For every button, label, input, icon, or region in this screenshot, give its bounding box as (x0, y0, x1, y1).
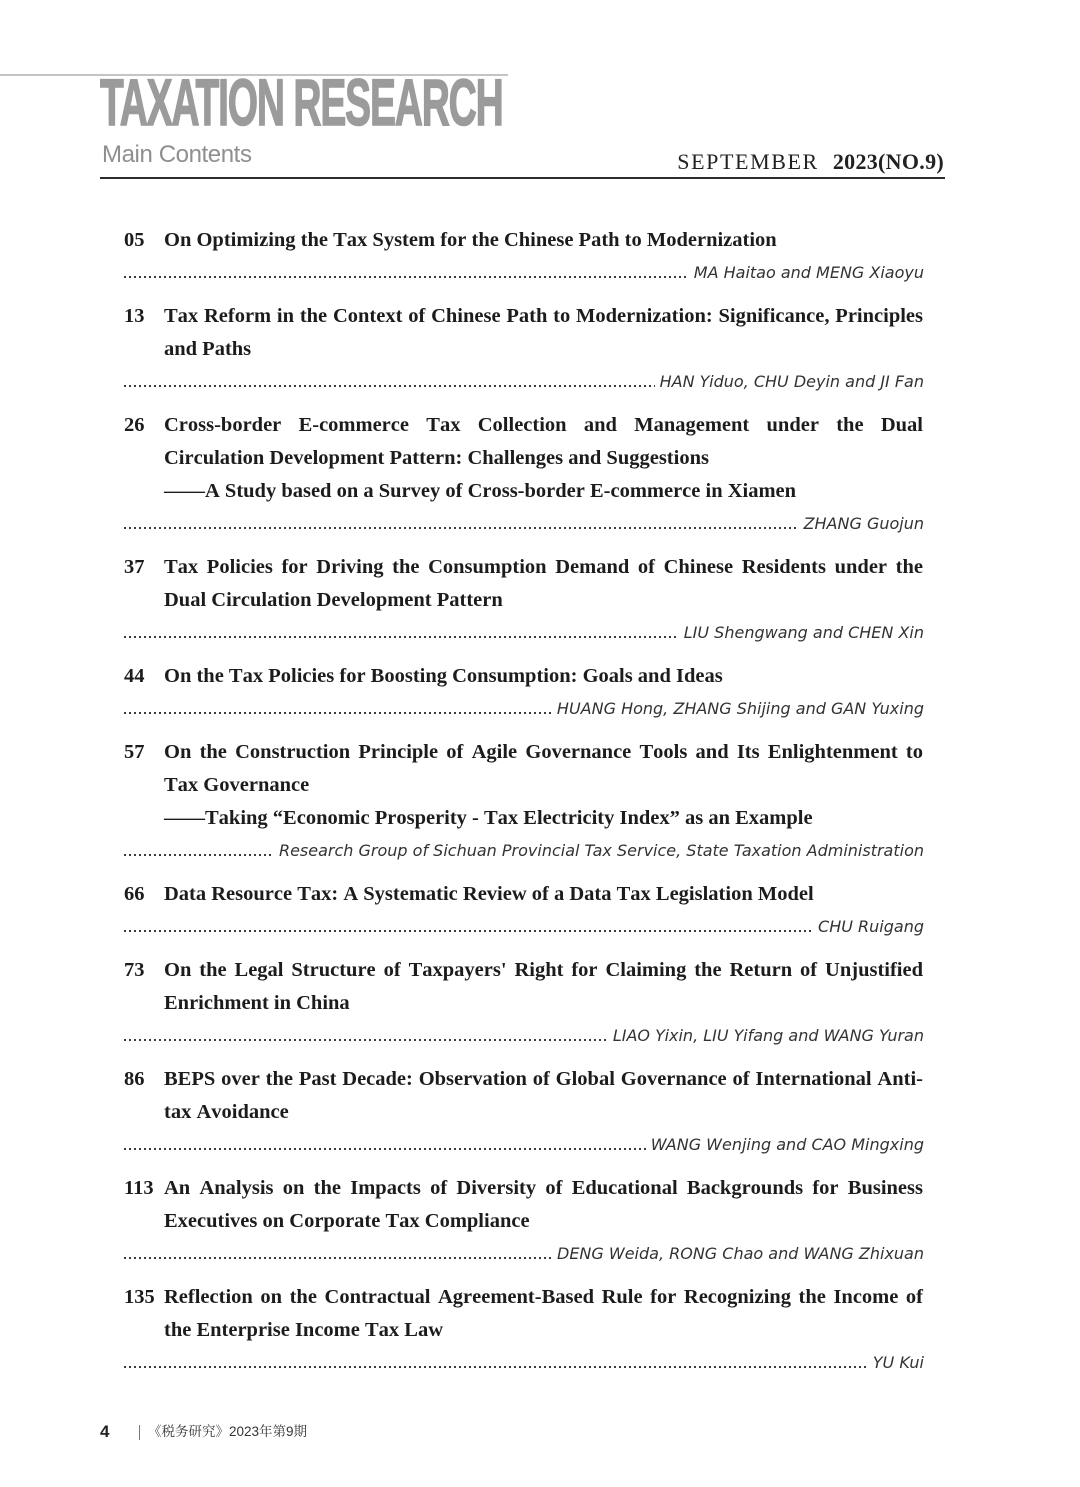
issue-number: 2023(NO.9) (832, 149, 944, 174)
dot-leader (124, 385, 655, 387)
entry-byline (124, 257, 924, 288)
toc-entry (124, 300, 924, 397)
dot-leader (124, 712, 552, 714)
entry-heading (124, 736, 924, 835)
entry-heading (124, 300, 924, 366)
entry-authors: ZHANG Guojun (803, 514, 924, 533)
entry-heading (124, 954, 924, 1020)
entry-byline (124, 911, 924, 942)
entry-authors: HAN Yiduo, CHU Deyin and JI Fan (659, 372, 924, 391)
entry-title: On Optimizing the Tax System for the Chinese Path to Modernization (164, 229, 777, 251)
toc-entry (124, 551, 924, 648)
contents-list (124, 224, 924, 1390)
entry-authors: HUANG Hong, ZHANG Shijing and GAN Yuxing (556, 699, 924, 718)
entry-authors: MA Haitao and MENG Xiaoyu (693, 263, 924, 282)
entry-authors: Research Group of Sichuan Provincial Tax Service, State Taxation Administration (278, 841, 924, 860)
entry-subtitle: ——Taking “Economic Prosperity - Tax Electricity Index” as an Example (164, 807, 813, 829)
entry-heading (124, 1063, 924, 1129)
entry-title: An Analysis on the Impacts of Diversity of Educational Backgrounds for Business Executives on Corporate Tax Compliance (164, 1177, 923, 1232)
footer-divider (139, 1425, 140, 1440)
dot-leader (124, 1039, 608, 1041)
entry-title-block (164, 300, 923, 366)
dot-leader (124, 276, 689, 278)
toc-entry (124, 409, 924, 539)
entry-title: On the Tax Policies for Boosting Consumption: Goals and Ideas (164, 665, 723, 687)
entry-byline (124, 1238, 924, 1269)
entry-title-block (164, 1172, 923, 1238)
dot-leader (124, 1257, 552, 1259)
issue-date (677, 149, 944, 175)
toc-entry (124, 954, 924, 1051)
entry-authors: LIAO Yixin, LIU Yifang and WANG Yuran (612, 1026, 924, 1045)
section-title: Main Contents (102, 141, 252, 168)
entry-subtitle: ——A Study based on a Survey of Cross-border E-commerce in Xiamen (164, 480, 797, 502)
entry-page-number: 113 (124, 1177, 154, 1199)
entry-page-number: 73 (124, 959, 145, 981)
entry-title: BEPS over the Past Decade: Observation of Global Governance of International Anti-tax Avoidance (164, 1068, 923, 1123)
issue-month: SEPTEMBER (677, 149, 819, 174)
entry-heading (124, 551, 924, 617)
entry-byline (124, 1347, 924, 1378)
entry-byline (124, 366, 924, 397)
dot-leader (124, 636, 679, 638)
entry-title: Tax Policies for Driving the Consumption Demand of Chinese Residents under the Dual Circulation Development Pattern (164, 556, 923, 611)
entry-page-number: 86 (124, 1068, 145, 1090)
entry-page-number: 135 (124, 1286, 155, 1308)
footer-publication: 《税务研究》2023年第9期 (148, 1424, 308, 1439)
entry-title-block (164, 660, 923, 693)
entry-heading (124, 224, 924, 257)
toc-entry (124, 1063, 924, 1160)
entry-page-number: 26 (124, 414, 145, 436)
entry-title: Data Resource Tax: A Systematic Review of a Data Tax Legislation Model (164, 883, 814, 905)
entry-heading (124, 660, 924, 693)
entry-byline (124, 693, 924, 724)
dot-leader (124, 854, 274, 856)
entry-authors: DENG Weida, RONG Chao and WANG Zhixuan (557, 1244, 924, 1263)
entry-byline (124, 617, 924, 648)
entry-page-number: 57 (124, 741, 145, 763)
entry-title: Cross-border E-commerce Tax Collection and Management under the Dual Circulation Development Pattern: Challenges and Suggestions (164, 414, 923, 469)
entry-byline (124, 1020, 924, 1051)
dot-leader (124, 930, 813, 932)
dot-leader (124, 1366, 868, 1368)
journal-title: TAXATION RESEARCH (100, 65, 503, 139)
entry-page-number: 44 (124, 665, 145, 687)
entry-page-number: 66 (124, 883, 145, 905)
toc-entry (124, 1172, 924, 1269)
dot-leader (124, 1148, 646, 1150)
entry-authors: CHU Ruigang (818, 917, 924, 936)
entry-page-number: 13 (124, 305, 145, 327)
entry-heading (124, 409, 924, 508)
toc-entry (124, 736, 924, 866)
entry-page-number: 05 (124, 229, 145, 251)
entry-title-block (164, 1063, 923, 1129)
entry-title-block (164, 551, 923, 617)
toc-entry (124, 224, 924, 288)
entry-title: Tax Reform in the Context of Chinese Path to Modernization: Significance, Principles and Paths (164, 305, 923, 360)
entry-title-block (164, 736, 923, 835)
entry-byline (124, 835, 924, 866)
entry-title-block (164, 409, 923, 508)
toc-entry (124, 660, 924, 724)
entry-title: On the Construction Principle of Agile Governance Tools and Its Enlightenment to Tax Governance (164, 741, 923, 796)
entry-heading (124, 878, 924, 911)
entry-byline (124, 1129, 924, 1160)
header-rule (100, 177, 945, 179)
entry-page-number: 37 (124, 556, 145, 578)
entry-title-block (164, 954, 923, 1020)
entry-authors: LIU Shengwang and CHEN Xin (683, 623, 924, 642)
entry-authors: WANG Wenjing and CAO Mingxing (650, 1135, 924, 1154)
entry-heading (124, 1281, 924, 1347)
entry-title-block (164, 224, 923, 257)
footer-page-number: 4 (100, 1422, 110, 1441)
entry-title-block (164, 878, 923, 911)
entry-authors: YU Kui (872, 1353, 924, 1372)
entry-title: On the Legal Structure of Taxpayers' Right for Claiming the Return of Unjustified Enrichment in China (164, 959, 923, 1014)
dot-leader (124, 527, 799, 529)
entry-heading (124, 1172, 924, 1238)
entry-title: Reflection on the Contractual Agreement-Based Rule for Recognizing the Income of the Enterprise Income Tax Law (164, 1286, 923, 1341)
toc-entry (124, 1281, 924, 1378)
entry-byline (124, 508, 924, 539)
toc-entry (124, 878, 924, 942)
entry-title-block (164, 1281, 923, 1347)
